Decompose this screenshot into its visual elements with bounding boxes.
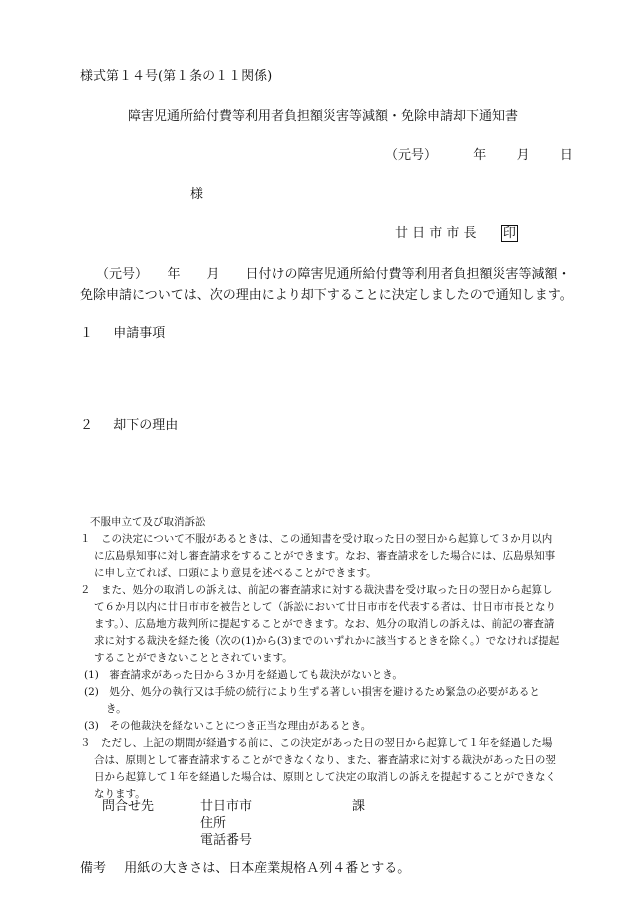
date-line [385,144,573,163]
addressee-suffix: 様 [190,187,204,202]
section-label: 申請事項 [113,326,166,341]
issuer [395,222,518,242]
date-month: 月 [516,148,530,163]
contact-city: 廿日市市 [200,799,253,814]
remarks-text: 用紙の大きさは、日本産業規格Ａ列４番とする。 [124,861,411,876]
document-title: 障害児通所給付費等利用者負担額災害等減額・免除申請却下通知書 [128,109,519,124]
notice-heading: 不服申立て及び取消訴訟 [90,516,206,528]
date-year: 年 [473,148,487,163]
section-number: ２ [80,418,94,433]
notice-item: ２ また、処分の取消しの訴えは、前記の審査請求に対する裁決書を受け取った日の翌日から起算して６か月以内に廿日市市を被告として（訴訟において廿日市市を代表する者は、廿日市市長となります。）、広島地方裁判所に提起することができます。なお、処分の取消しの訴えは、前記の審査請求に対する裁決を経た後（次の(1)から(3)までのいずれかに該当するときを除く。）でなければ提起することができないこととされています。 [80,584,560,664]
contact-label: 問合せ先 [102,799,155,814]
body-line-2: 免除申請については、次の理由により却下することに決定しましたので通知します。 [80,288,573,303]
date-day: 日 [559,148,573,163]
notice-subitem: (1) 審査請求があった日から３か月を経過しても裁決がないとき。 [84,669,403,681]
date-era: （元号） [385,148,438,163]
notice-subitem: (2) 処分、処分の執行又は手続の続行により生ずる著しい損害を避けるため緊急の必要があるとき。 [84,686,540,715]
issuer-name: 廿 日 市 市 長 [395,226,477,241]
remarks-label: 備考 [80,861,107,876]
remarks [80,857,410,876]
body-line-1: （元号） 年 月 日付けの障害児通所給付費等利用者負担額災害等減額・ [96,267,571,282]
notice-item: １ この決定について不服があるときは、この通知書を受け取った日の翌日から起算して３か月以内に広島県知事に対し審査請求をすることができます。なお、審査請求をした場合には、広島県知事に申し立てれば、口頭により意見を述べることができます。 [80,533,556,579]
section-application-items [80,322,165,341]
notice-subitem: (3) その他裁決を経ないことにつき正当な理由があるとき。 [84,720,372,732]
notice-item: ３ ただし、上記の期間が経過する前に、この決定があった日の翌日から起算して１年を経過した場合は、原則として審査請求することができなくなり、また、審査請求に対する裁決があった日の翌日から起算して１年を経過した場合は、原則として決定の取消しの訴えを提起することができなくなります。 [80,737,556,800]
section-rejection-reason [80,414,178,433]
seal-mark: 印 [502,226,516,241]
section-number: １ [80,326,94,341]
form-number: 様式第１４号(第１条の１１関係) [80,69,273,84]
appeal-notice [80,514,560,803]
section-label: 却下の理由 [113,418,179,433]
contact-phone-label: 電話番号 [200,833,253,848]
contact-section-suffix: 課 [352,799,366,814]
contact-address-label: 住所 [200,816,227,831]
